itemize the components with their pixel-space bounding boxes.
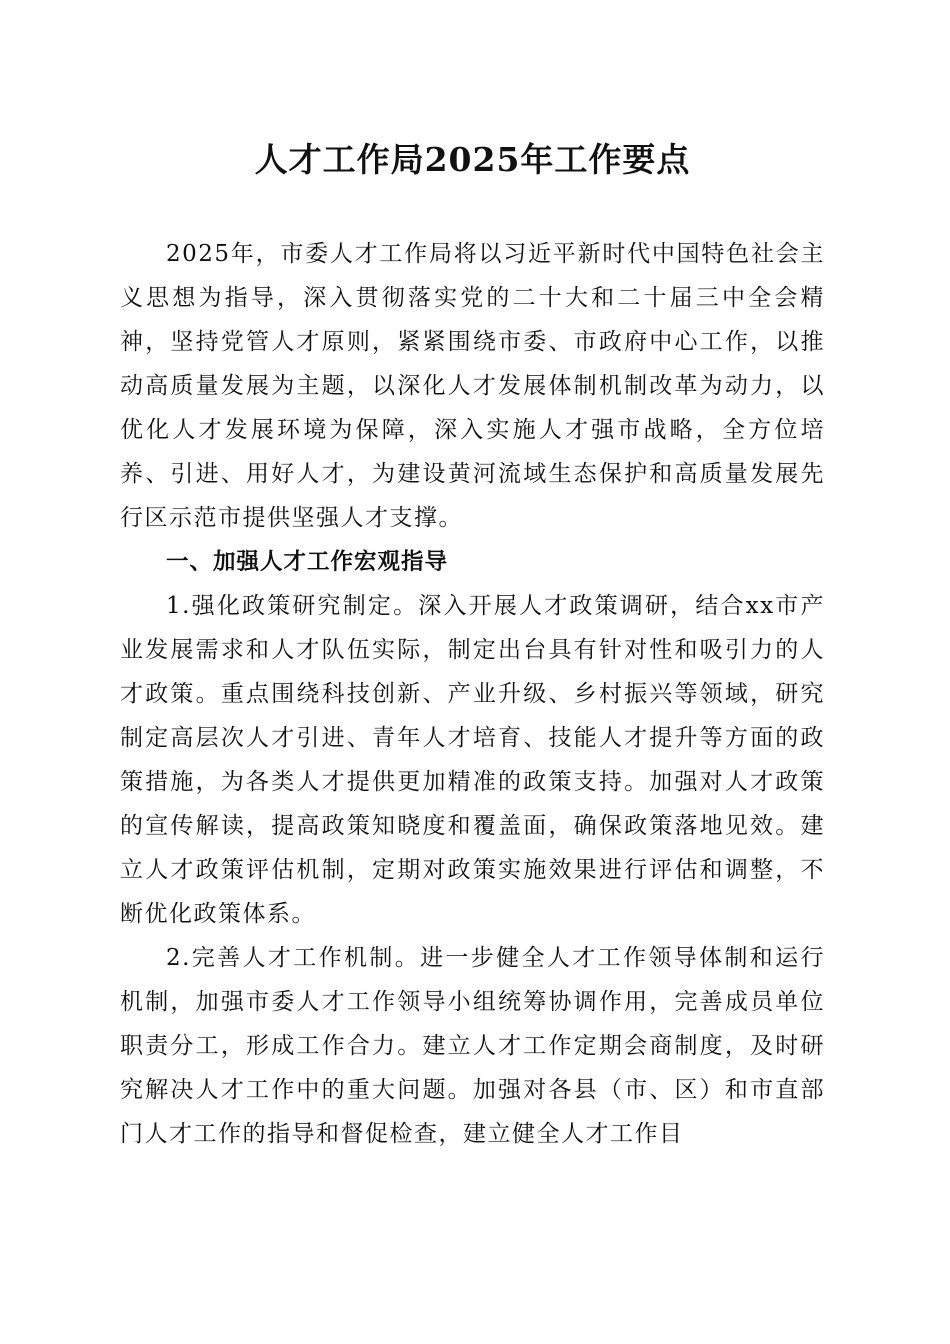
- section-heading: 一、加强人才工作宏观指导: [166, 549, 449, 575]
- document-page: [120, 0, 825, 1344]
- document-body: [120, 232, 825, 1156]
- work-mechanism-paragraph: 2.完善人才工作机制。进一步健全人才工作领导体制和运行机制，加强市委人才工作领导小组统筹协调作用，完善成员单位职责分工，形成工作合力。建立人才工作定期会商制度，及时研究解决人才工作中的重大问题。加强对各县（市、区）和市直部门人才工作的指导和督促检查，建立健全人才工作目: [120, 945, 825, 1147]
- document-title: 人才工作局2025年工作要点: [254, 140, 691, 179]
- intro-paragraph: 2025年，市委人才工作局将以习近平新时代中国特色社会主义思想为指导，深入贯彻落实党的二十大和二十届三中全会精神，坚持党管人才原则，紧紧围绕市委、市政府中心工作，以推动高质量发展为主题，以深化人才发展体制机制改革为动力，以优化人才发展环境为保障，深入实施人才强市战略，全方位培养、引进、用好人才，为建设黄河流域生态保护和高质量发展先行区示范市提供坚强人才支撑。: [120, 241, 825, 531]
- policy-research-paragraph: 1.强化政策研究制定。深入开展人才政策调研，结合xx市产业发展需求和人才队伍实际，制定出台具有针对性和吸引力的人才政策。重点围绕科技创新、产业升级、乡村振兴等领域，研究制定高层次人才引进、青年人才培育、技能人才提升等方面的政策措施，为各类人才提供更加精准的政策支持。加强对人才政策的宣传解读，提高政策知晓度和覆盖面，确保政策落地见效。建立人才政策评估机制，定期对政策实施效果进行评估和调整，不断优化政策体系。: [120, 593, 825, 927]
